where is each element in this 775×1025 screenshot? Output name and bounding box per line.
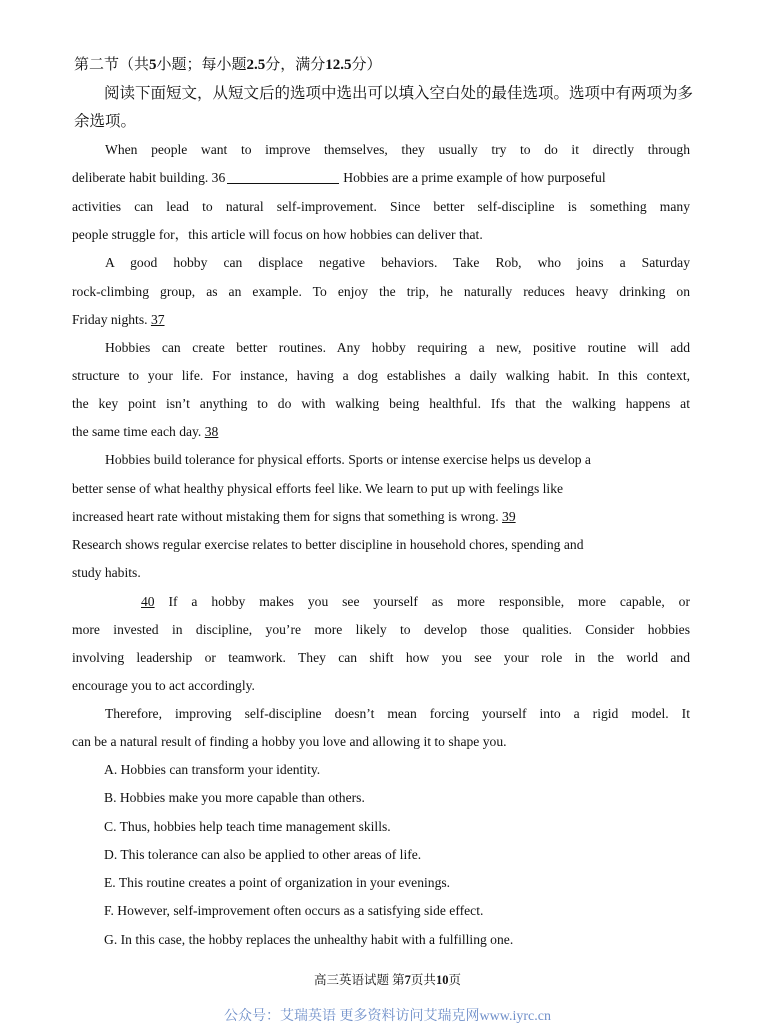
passage-line: When people want to improve themselves, they usually try to do it directly through [105, 142, 690, 157]
blank-number-39: 39 [502, 509, 516, 524]
option-e: E. This routine creates a point of organization in your evenings. [104, 875, 451, 890]
option-g: G. In this case, the hobby replaces the unhealthy habit with a fulfilling one. [104, 932, 514, 947]
option-b: B. Hobbies make you more capable than others. [104, 790, 365, 805]
header-text-3: 分，满分 [265, 57, 326, 73]
passage-line [72, 507, 690, 527]
page-number: 7 [404, 973, 411, 987]
section-header [74, 53, 382, 74]
passage-line: Therefore, improving self-discipline doesn’t mean forcing yourself into a rigid model. It [105, 706, 690, 721]
passage-line: people struggle for，this article will focus on how hobbies can deliver that. [72, 227, 483, 242]
footer-text: 页 [448, 973, 461, 987]
passage-line: involving leadership or teamwork. They can shift how you see your role in the world and [72, 650, 690, 665]
passage-line: more invested in discipline, you’re more likely to develop those qualities. Consider hobbies [72, 622, 690, 637]
footer-text: 页共 [410, 973, 436, 987]
passage-line: can be a natural result of finding a hobby you love and allowing it to shape you. [72, 734, 507, 749]
passage-line [72, 310, 690, 330]
passage-line: Hobbies build tolerance for physical efforts. Sports or intense exercise helps us develop a [105, 452, 591, 467]
points-per-question: 2.5 [246, 57, 266, 73]
passage-line [72, 168, 690, 188]
passage-line: Hobbies can create better routines. Any hobby requiring a new, positive routine will add [105, 340, 690, 355]
header-text-4: 分） [351, 57, 382, 73]
option-c: C. Thus, hobbies help teach time management skills. [104, 819, 391, 834]
page-footer [0, 970, 775, 988]
passage-text: deliberate habit building. 36 [72, 170, 226, 185]
footer-text: 高三英语试题 第 [314, 973, 405, 987]
passage-text: Hobbies are a prime example of how purposeful [343, 170, 606, 185]
passage-line: rock-climbing group, as an example. To enjoy the trip, he naturally reduces heavy drinking on [72, 284, 690, 299]
total-pages: 10 [435, 973, 449, 987]
watermark-text: 公众号：艾瑞英语 更多资料访问艾瑞克网www.iyrc.cn [224, 1009, 551, 1024]
blank-number-38: 38 [204, 424, 219, 439]
passage-line: better sense of what healthy physical efforts feel like. We learn to put up with feelings like [72, 481, 564, 496]
instructions: 阅读下面短文，从短文后的选项中选出可以填入空白处的最佳选项。选项中有两项为多余选项。 [74, 85, 694, 130]
header-text-2: 小题；每小题 [156, 57, 247, 73]
option-a: A. Hobbies can transform your identity. [104, 762, 321, 777]
passage-text: Friday nights. [72, 312, 148, 327]
total-points: 12.5 [325, 57, 352, 73]
passage-line: structure to your life. For instance, having a dog establishes a daily walking habit. In this context, [72, 368, 690, 383]
passage-line: A good hobby can displace negative behaviors. Take Rob, who joins a Saturday [105, 255, 690, 270]
option-f: F. However, self-improvement often occurs as a satisfying side effect. [104, 903, 484, 918]
question-count: 5 [149, 57, 157, 73]
passage-line: Research shows regular exercise relates to better discipline in household chores, spending and [72, 537, 584, 552]
blank-number-37: 37 [150, 312, 165, 327]
passage-text: increased heart rate without mistaking them for signs that something is wrong. [72, 509, 499, 524]
passage-line: activities can lead to natural self-improvement. Since better self-discipline is something many [72, 199, 690, 214]
passage-text: the same time each day. [72, 424, 202, 439]
passage-line: encourage you to act accordingly. [72, 678, 255, 693]
passage-line [72, 592, 690, 612]
blank-number-40: 40 [141, 594, 155, 609]
passage-line [72, 422, 690, 442]
passage-text: If a hobby makes you see yourself as more responsible, more capable, or [168, 594, 690, 609]
passage-line: study habits. [72, 565, 141, 580]
option-d: D. This tolerance can also be applied to other areas of life. [104, 847, 422, 862]
passage-line: the key point isn’t anything to do with walking being healthful. Ifs that the walking happens at [72, 396, 690, 411]
answer-blank-36[interactable] [227, 183, 339, 184]
header-text-1: 第二节（共 [74, 57, 150, 73]
